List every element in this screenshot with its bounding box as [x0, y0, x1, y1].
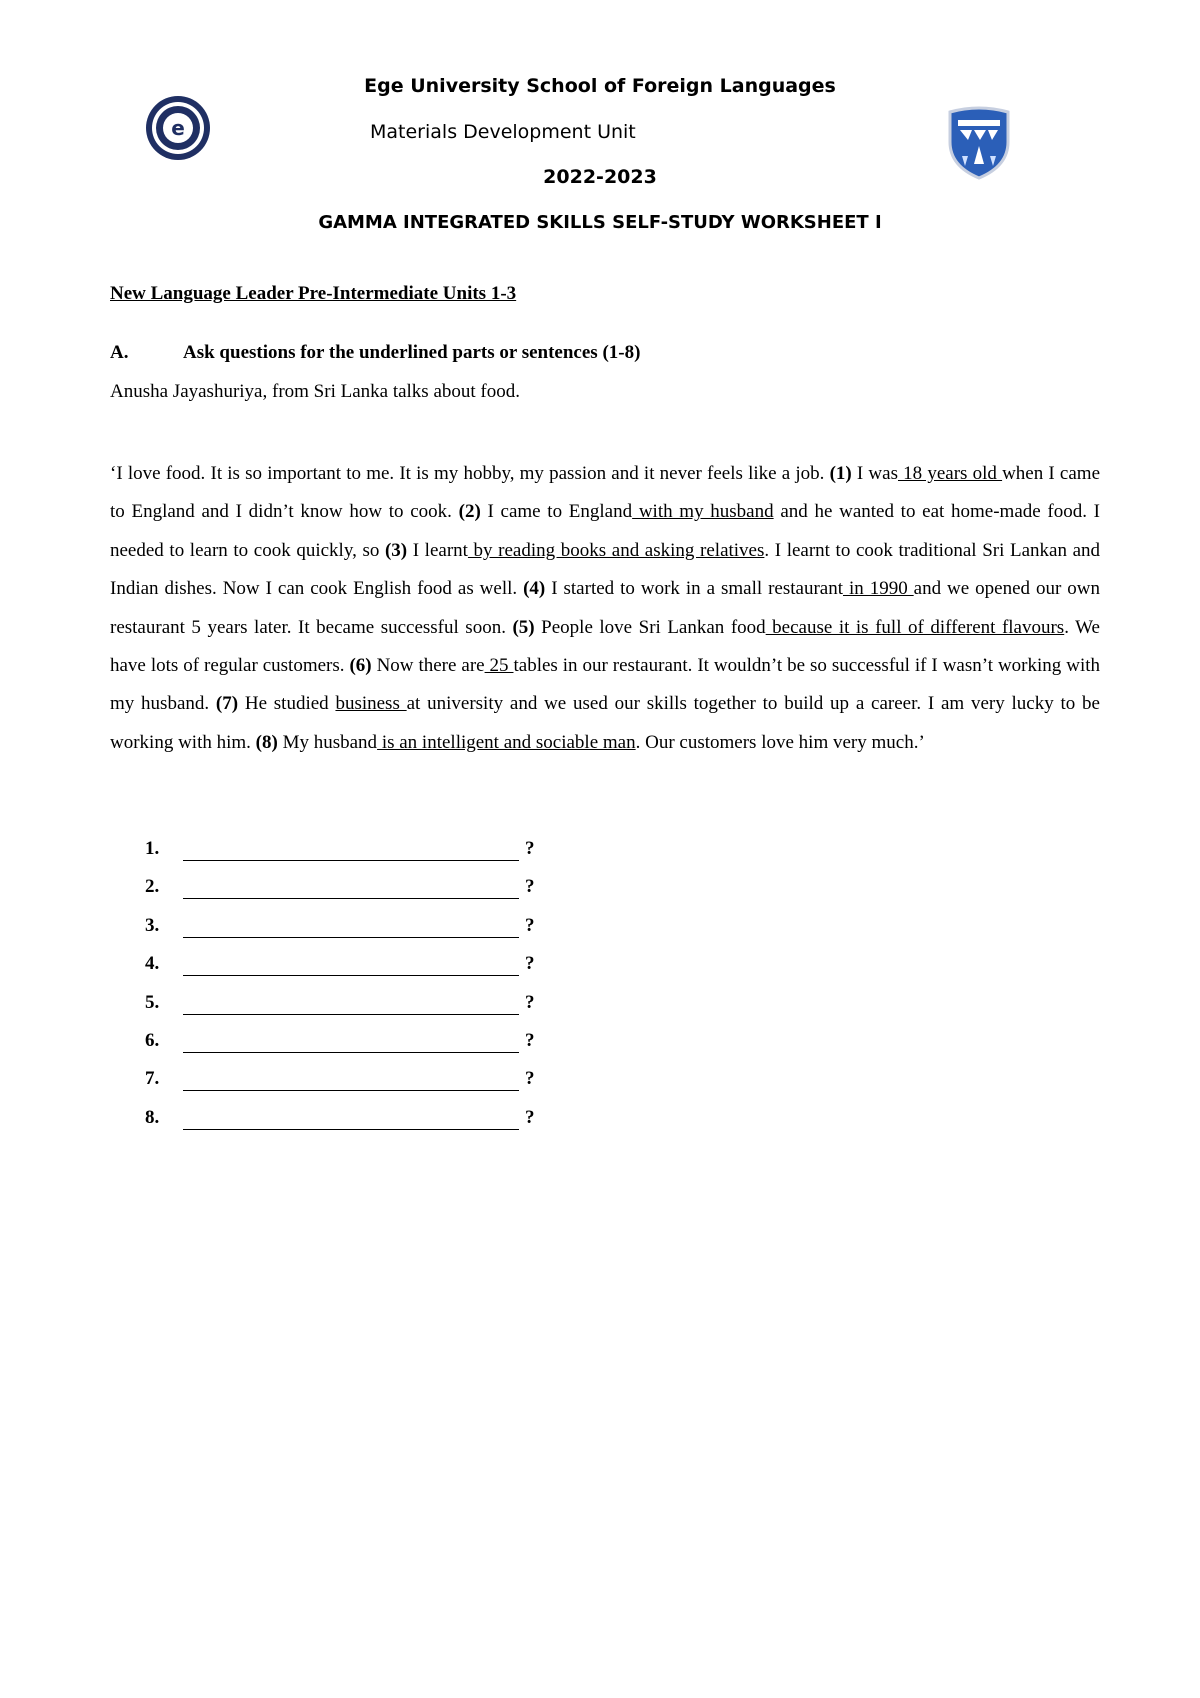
underlined-part-5: because it is full of different flavours — [765, 616, 1065, 638]
question-mark: ? — [525, 991, 535, 1013]
answer-number: 5. — [145, 991, 160, 1013]
passage-text: and he wanted to eat home-made food. I needed to learn to cook quickly, so — [110, 501, 1100, 561]
marker-1: (1) — [829, 463, 852, 484]
passage-text: I learnt — [407, 539, 468, 561]
answer-row — [145, 1030, 535, 1068]
section-instruction: Ask questions for the underlined parts or sentences (1-8) — [183, 342, 641, 363]
answer-blank[interactable] — [183, 1107, 519, 1130]
academic-year: 2022-2023 — [543, 166, 657, 188]
passage-text: at university and we used our skills together to build up a career. I am very lucky to be working with him. — [110, 693, 1100, 753]
passage-text: Now there are — [371, 655, 485, 677]
answer-number: 8. — [145, 1106, 160, 1128]
underlined-part-2: with my husband — [632, 501, 774, 523]
ege-university-seal-icon — [145, 95, 211, 161]
underlined-part-4: in 1990 — [843, 578, 914, 600]
worksheet-title: GAMMA INTEGRATED SKILLS SELF-STUDY WORKSHEET I — [318, 212, 882, 233]
underlined-part-3: by reading books and asking relatives — [467, 539, 765, 561]
answer-blank[interactable] — [183, 838, 519, 861]
answer-number: 2. — [145, 876, 160, 898]
marker-6: (6) — [349, 655, 372, 677]
answer-row — [145, 953, 535, 991]
passage-text: tables in our restaurant. It wouldn’t be so successful if I wasn’t working with my husband. — [110, 655, 1101, 715]
question-mark: ? — [525, 1029, 535, 1051]
marker-4: (4) — [523, 578, 546, 600]
question-mark: ? — [525, 1068, 535, 1090]
answer-blank[interactable] — [183, 1030, 519, 1053]
underlined-part-7: business — [335, 693, 407, 715]
section-a-heading — [110, 342, 640, 364]
passage-text: . We have lots of regular customers. — [110, 616, 1100, 677]
passage-text: . Our customers love him very much.’ — [635, 731, 925, 753]
answer-list — [145, 838, 535, 1145]
book-title: New Language Leader Pre-Intermediate Units 1-3 — [110, 283, 517, 304]
marker-7: (7) — [215, 693, 239, 715]
answer-blank[interactable] — [183, 1068, 519, 1091]
section-letter: A. — [110, 342, 129, 363]
marker-5: (5) — [512, 616, 535, 638]
passage-text: I came to England — [480, 501, 633, 523]
marker-2: (2) — [458, 501, 481, 523]
passage-intro: Anusha Jayashuriya, from Sri Lanka talks about food. — [110, 381, 520, 402]
question-mark: ? — [525, 953, 535, 975]
answer-row — [145, 1107, 535, 1145]
svg-text:e: e — [171, 116, 185, 140]
question-mark: ? — [525, 914, 535, 936]
answer-row — [145, 915, 535, 953]
passage-text: . I learnt to cook traditional Sri Lankan and Indian dishes. Now I can cook English food as well. — [110, 539, 1101, 600]
answer-blank[interactable] — [183, 953, 519, 976]
question-mark: ? — [525, 1106, 535, 1128]
answer-row — [145, 876, 535, 914]
answer-number: 6. — [145, 1029, 160, 1051]
marker-8: (8) — [255, 731, 278, 753]
passage-text: He studied — [238, 693, 336, 715]
underlined-part-8: is an intelligent and sociable man — [377, 731, 636, 753]
answer-number: 3. — [145, 914, 160, 936]
passage-text: I was — [851, 463, 898, 484]
passage-text: I started to work in a small restaurant — [545, 578, 843, 600]
unit-name: Materials Development Unit — [370, 121, 636, 143]
answer-number: 7. — [145, 1068, 160, 1090]
answer-row — [145, 992, 535, 1030]
answer-row — [145, 1068, 535, 1106]
passage-text: and we opened our own restaurant 5 years later. It became successful soon. — [110, 578, 1100, 638]
answer-blank[interactable] — [183, 915, 519, 938]
marker-3: (3) — [384, 539, 408, 561]
passage-text: My husband — [277, 731, 378, 753]
underlined-part-6: 25 — [484, 655, 514, 677]
school-name: Ege University School of Foreign Languages — [364, 75, 836, 97]
question-mark: ? — [525, 838, 535, 859]
answer-blank[interactable] — [183, 992, 519, 1015]
answer-row — [145, 838, 535, 876]
answer-blank[interactable] — [183, 876, 519, 899]
reading-passage — [110, 455, 1100, 762]
passage-text: People love Sri Lankan food — [534, 616, 766, 638]
underlined-part-1: 18 years old — [897, 463, 1003, 484]
passage-text: ‘I love food. It is so important to me. It is my hobby, my passion and it never feels like a job. — [110, 463, 830, 484]
answer-number: 4. — [145, 953, 160, 975]
question-mark: ? — [525, 876, 535, 898]
passage-text: when I came to England and I didn’t know how to cook. — [110, 463, 1100, 523]
answer-number: 1. — [145, 838, 160, 859]
